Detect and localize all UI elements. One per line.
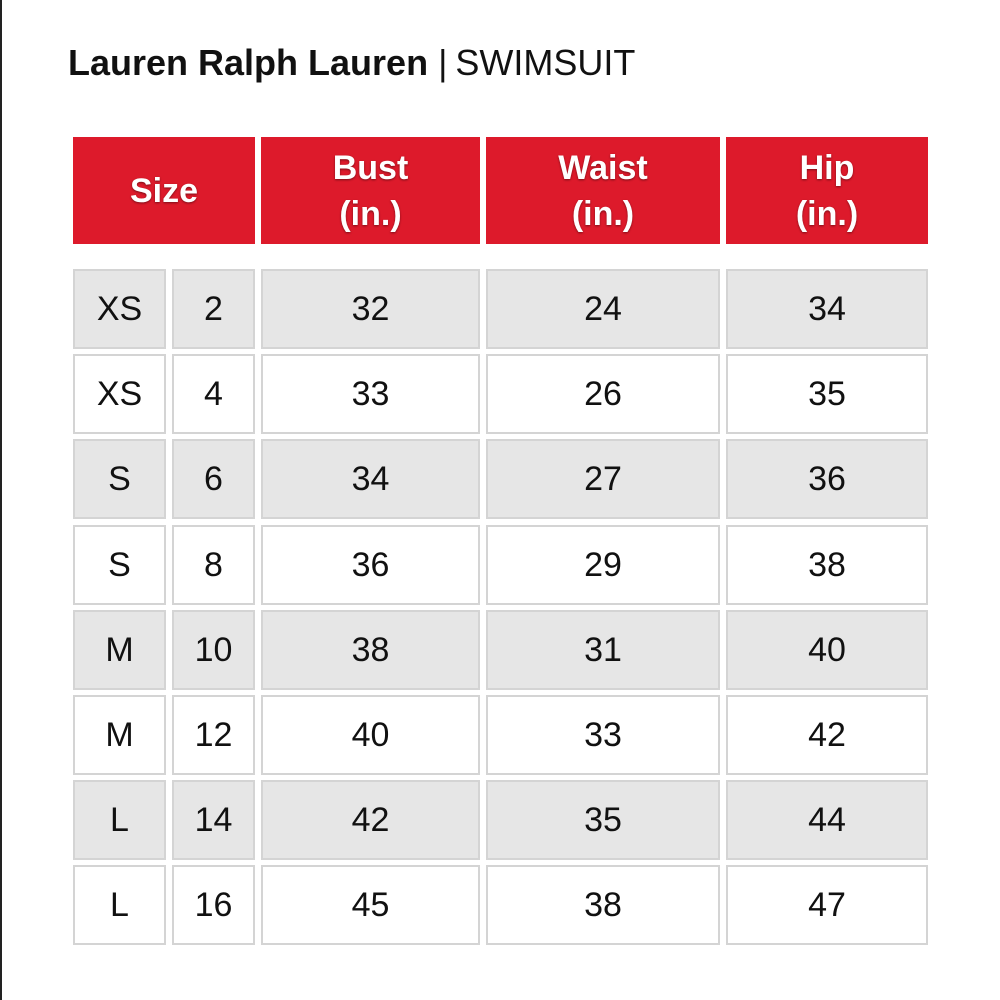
header-size	[73, 137, 255, 244]
cell-waist: 31	[486, 610, 720, 690]
header-waist-label: Waist	[558, 148, 648, 187]
cell-number: 10	[172, 610, 255, 690]
cell-bust: 42	[261, 780, 480, 860]
header-bust-label: Bust	[332, 148, 409, 187]
cell-bust: 36	[261, 525, 480, 605]
cell-bust: 40	[261, 695, 480, 775]
cell-hip: 34	[726, 269, 928, 349]
cell-hip: 40	[726, 610, 928, 690]
cell-waist: 38	[486, 865, 720, 945]
brand-name: Lauren Ralph Lauren	[68, 42, 429, 83]
cell-waist: 27	[486, 439, 720, 519]
cell-number: 6	[172, 439, 255, 519]
cell-bust: 34	[261, 439, 480, 519]
cell-letter: L	[73, 865, 166, 945]
cell-number: 16	[172, 865, 255, 945]
cell-letter: XS	[73, 269, 166, 349]
cell-hip: 36	[726, 439, 928, 519]
header-bust-unit: (in.)	[339, 194, 402, 233]
left-border-line	[0, 0, 2, 1000]
cell-bust: 33	[261, 354, 480, 434]
cell-hip: 44	[726, 780, 928, 860]
cell-waist: 26	[486, 354, 720, 434]
cell-letter: XS	[73, 354, 166, 434]
cell-number: 8	[172, 525, 255, 605]
cell-bust: 45	[261, 865, 480, 945]
cell-number: 2	[172, 269, 255, 349]
header-hip	[726, 137, 928, 244]
cell-hip: 42	[726, 695, 928, 775]
cell-bust: 38	[261, 610, 480, 690]
cell-letter: S	[73, 439, 166, 519]
cell-hip: 35	[726, 354, 928, 434]
cell-waist: 33	[486, 695, 720, 775]
cell-bust: 32	[261, 269, 480, 349]
cell-number: 14	[172, 780, 255, 860]
product-category: SWIMSUIT	[455, 42, 636, 83]
cell-number: 12	[172, 695, 255, 775]
header-waist	[486, 137, 720, 244]
cell-letter: M	[73, 695, 166, 775]
header-hip-unit: (in.)	[795, 194, 859, 233]
header-size-label: Size	[129, 171, 199, 210]
cell-letter: S	[73, 525, 166, 605]
cell-waist: 29	[486, 525, 720, 605]
title-separator: |	[438, 42, 448, 83]
cell-waist: 24	[486, 269, 720, 349]
cell-number: 4	[172, 354, 255, 434]
cell-letter: L	[73, 780, 166, 860]
cell-letter: M	[73, 610, 166, 690]
header-bust	[261, 137, 480, 244]
chart-title	[68, 40, 635, 86]
header-hip-label: Hip	[799, 148, 855, 187]
cell-hip: 47	[726, 865, 928, 945]
cell-hip: 38	[726, 525, 928, 605]
header-waist-unit: (in.)	[571, 194, 635, 233]
cell-waist: 35	[486, 780, 720, 860]
